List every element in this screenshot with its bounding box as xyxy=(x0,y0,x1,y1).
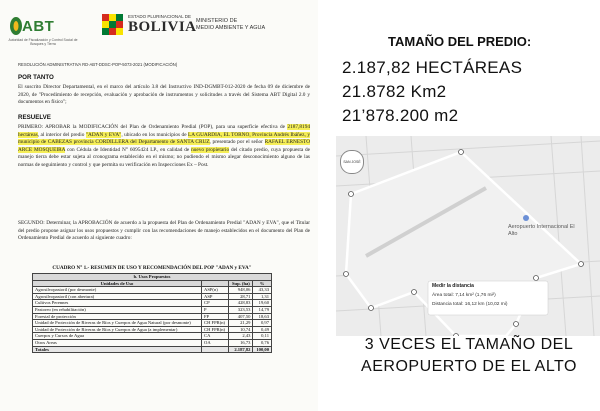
table-cell: 19,60 xyxy=(253,300,272,307)
abt-wordmark: ABT xyxy=(22,18,55,35)
primero-lead: PRIMERO: APROBAR la MODIFICACIÓN del Plan de Ordenamiento Predial (POP), para una superficie efectiva de xyxy=(18,124,286,130)
measure-distance-text: Distancia total: 16,12 km (10,02 mi) xyxy=(432,302,508,307)
ministerio-line-1: MINISTERIO DE xyxy=(196,18,238,24)
measure-popup-title: Medir la distancia xyxy=(432,283,474,289)
table-header-cell: Sup. (ha) xyxy=(229,280,253,287)
table-cell: Forestal de protección xyxy=(33,313,202,320)
table-header-cell xyxy=(202,280,229,287)
size-hectareas: 2.187,82 HECTÁREAS xyxy=(342,58,523,77)
predio-highlight: "ADAN y EVA" xyxy=(85,131,122,138)
por-tanto-heading: POR TANTO xyxy=(18,74,54,81)
calidad-highlight: nuevo propietario xyxy=(191,146,230,153)
table-row xyxy=(33,287,272,294)
primero-mid5: , en calidad de xyxy=(157,146,190,153)
abt-subtitle: Autoridad de Fiscalización y Control Social de Bosques y Tierra xyxy=(8,38,78,46)
table-cell: 100,00 xyxy=(253,346,272,353)
ministerio-label xyxy=(196,18,265,32)
document-header xyxy=(6,8,312,56)
segundo-paragraph: SEGUNDO: Determinar, la APROBACIÓN de acuerdo a la propuesta del Plan de Ordenamiento Predial "ADAN y EVA", que el Titular del predio propone asignar los usos propuestos y cumplir con las recomendaciones de manejo establecidos en el documento del Plan de Ordenamiento Predial de acuerdo al siguiente cuadro: xyxy=(18,220,310,242)
primero-mid4: con Cédula de Identidad N° xyxy=(67,146,128,153)
footer-line-1: 3 VECES EL TAMAÑO DEL xyxy=(364,336,574,353)
primero-mid3: , presentado por el señor xyxy=(209,139,263,146)
table-group-header: b. Usos Propuestos xyxy=(33,274,272,281)
map-badge: SAN JOSÉ xyxy=(340,150,364,174)
table-cell: 43,33 xyxy=(253,287,272,294)
airport-map[interactable] xyxy=(336,136,600,336)
table-cell: 16,73 xyxy=(229,339,253,346)
measure-area-text: Área total: 7,14 km² (1,76 mi²) xyxy=(432,293,496,298)
table-cell: ASP xyxy=(202,293,229,300)
table-row xyxy=(33,300,272,307)
primero-tail: del citado predio, cuya propuesta de manejo tierra debe estar sujeta al cronograma establecido en el mismo; no pudiendo el mismo alegar desconocimiento alguno de las normas de seguimiento y control y que permita su verificación en Inspecciones Ex – Post. xyxy=(18,146,311,168)
table-cell: 1,31 xyxy=(253,293,272,300)
bolivia-emblem-icon xyxy=(102,14,124,38)
estado-label: ESTADO PLURINACIONAL DE xyxy=(128,14,192,19)
table-cell: Unidad de Protección de Riveras de Ríos y Cuerpos de Agua (a implementar) xyxy=(33,326,202,333)
table-cell xyxy=(202,346,229,353)
table-cell: 948,06 xyxy=(229,287,253,294)
table-row xyxy=(33,320,272,327)
table-cell: FP xyxy=(202,313,229,320)
table-row xyxy=(33,306,272,313)
table-cell: 0,49 xyxy=(253,326,272,333)
uso-table xyxy=(32,273,272,353)
table-cell: Cuerpos y Cursos de Agua xyxy=(33,333,202,340)
primero-mid1: , al interior del predio xyxy=(37,131,85,138)
table-cell: 428,83 xyxy=(229,300,253,307)
table-cell: P xyxy=(202,306,229,313)
table-row xyxy=(33,333,272,340)
table-row xyxy=(33,313,272,320)
table-cell: 0,76 xyxy=(253,339,272,346)
table-cell: 2,43 xyxy=(229,333,253,340)
table-cell: 18,63 xyxy=(253,313,272,320)
ci-number: 6095424 LP. xyxy=(129,146,158,153)
table-cell: CH FPR(n) xyxy=(202,326,229,333)
table-cell: Cultivos Perennes xyxy=(33,300,202,307)
table-cell: 14,79 xyxy=(253,306,272,313)
primero-mid2: , ubicado en los municipios de xyxy=(121,131,187,138)
table-cell: CA xyxy=(202,333,229,340)
table-cell: 28,71 xyxy=(229,293,253,300)
size-m2: 21’878.200 m2 xyxy=(342,106,459,125)
abt-logo xyxy=(8,14,78,54)
table-cell: 10,74 xyxy=(229,326,253,333)
table-cell: 407,50 xyxy=(229,313,253,320)
footer-line-2: AEROPUERTO DE EL ALTO xyxy=(361,358,577,375)
table-row xyxy=(33,326,272,333)
table-cell: 0,97 xyxy=(253,320,272,327)
table-header-cell: Unidades de Uso xyxy=(33,280,202,287)
primero-paragraph xyxy=(18,124,310,170)
uso-table-block xyxy=(32,265,272,353)
table-cell: Totales xyxy=(33,346,202,353)
comparison-footer xyxy=(340,334,598,378)
table-cell: CH FPR(n) xyxy=(202,320,229,327)
table-cell: OA xyxy=(202,339,229,346)
table-cell: Agrosilvopastoril (por desmonte) xyxy=(33,287,202,294)
table-cell: 0,11 xyxy=(253,333,272,340)
predio-size-title: TAMAÑO DEL PREDIO: xyxy=(388,34,532,49)
resolution-number: RESOLUCIÓN ADMINISTRATIVA RD-ABT-DDSC-POP-5073-2021 (MODIFICACIÓN) xyxy=(18,62,178,67)
table-title: CUADRO N° 1.- RESUMEN DE USO Y RECOMENDACIÓN DEL POP "ADAN y EVA" xyxy=(52,265,252,271)
size-km2: 21.8782 Km2 xyxy=(342,82,447,101)
superficie-highlight: 2187,8194 hectáreas xyxy=(18,124,310,138)
resuelve-heading: RESUELVE xyxy=(18,114,51,121)
municipios-highlight: LA GUARDIA, EL TORNO, Provincia Andrés Ibáñez, y municipio de CABEZAS provincia CORDILLERA del Departamento de SANTA CRUZ xyxy=(18,131,310,146)
ministerio-line-2: MEDIO AMBIENTE Y AGUA xyxy=(196,25,266,31)
table-cell: Unidad de Protección de Riveras de Ríos y Cuerpos de Agua Natural (por desmonte) xyxy=(33,320,202,327)
table-cell: CP xyxy=(202,300,229,307)
table-header-cell: % xyxy=(253,280,272,287)
table-row xyxy=(33,339,272,346)
table-cell: Agrosilvopastoril (con abertura) xyxy=(33,293,202,300)
table-cell: Pastoreo (en rehabilitación) xyxy=(33,306,202,313)
table-cell: ASP(n) xyxy=(202,287,229,294)
table-cell: Otros Areas xyxy=(33,339,202,346)
table-cell: 21,29 xyxy=(229,320,253,327)
airport-label: Aeropuerto Internacional El Alto xyxy=(508,224,575,237)
table-row xyxy=(33,293,272,300)
airport-pin-icon xyxy=(523,215,529,221)
bolivia-wordmark: BOLIVIA xyxy=(128,19,197,35)
owner-highlight: RAFAEL ERNESTO ARCE MOSQUEIRA xyxy=(18,139,311,153)
table-cell: 323,53 xyxy=(229,306,253,313)
table-total-row xyxy=(33,346,272,353)
intro-paragraph: El suscrito Director Departamental, en el marco del artículo 3.8 del Instructivo IND-DGMBT-012-2020 de fecha 09 de diciembre de 2020, de "Procedimiento de recepción, evaluación y aprobación de instrumentos y solicitudes a través del Sistema ABT Digital 2.0 y documentos en físico"; xyxy=(18,84,310,106)
table-cell: 2.187,82 xyxy=(229,346,253,353)
